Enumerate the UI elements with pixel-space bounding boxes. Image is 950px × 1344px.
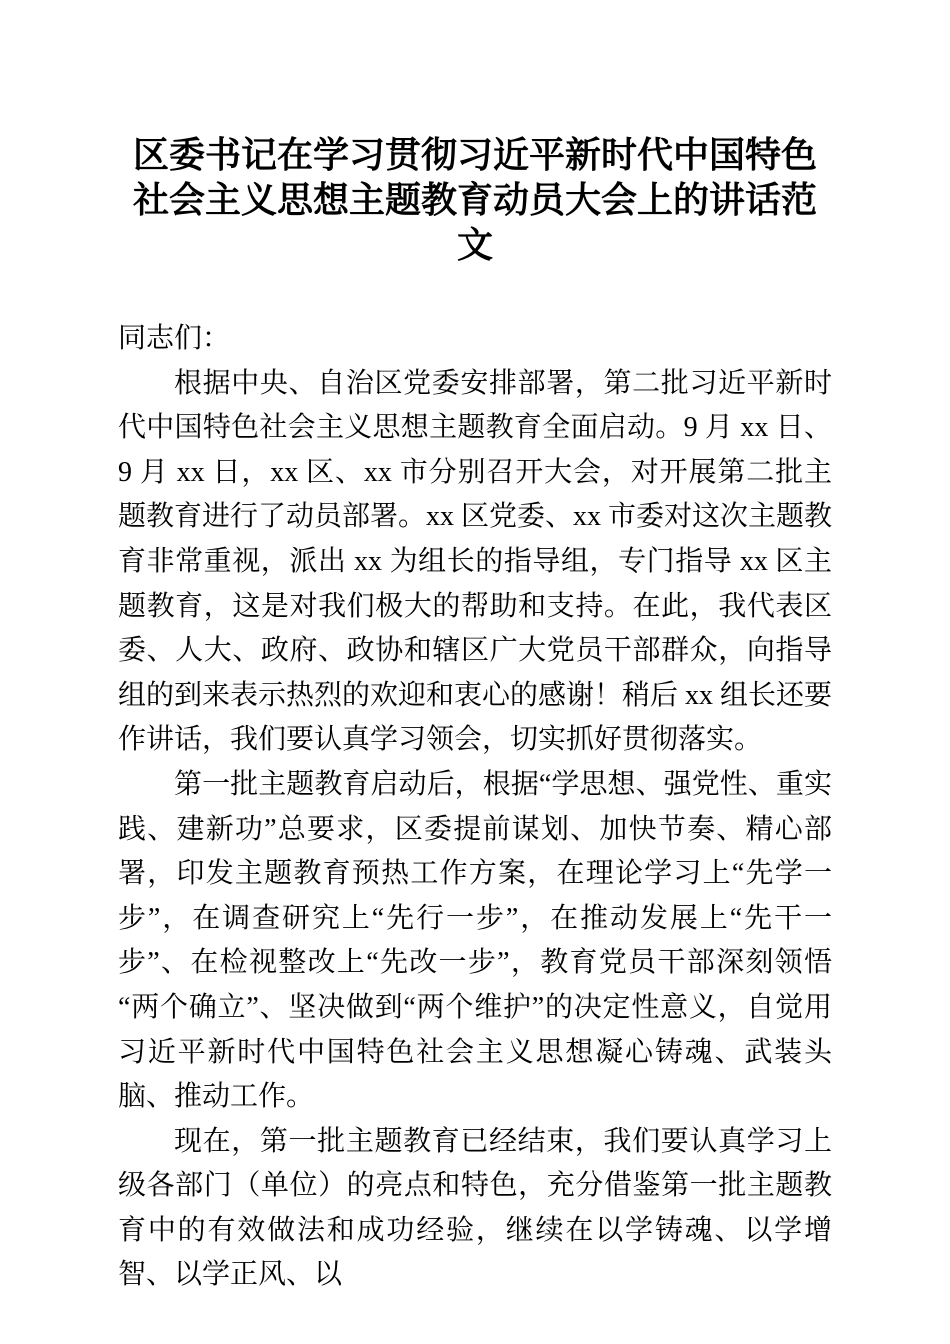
body-paragraph-2: 第一批主题教育启动后，根据“学思想、强党性、重实践、建新功”总要求，区委提前谋划、加快节奏、精心部署，印发主题教育预热工作方案，在理论学习上“先学一步”，在调查研究上“先行一步”，在推动发展上“先干一步”、在检视整改上“先改一步”，教育党员干部深刻领悟“两个确立”、坚决做到“两个维护”的决定性意义，自觉用习近平新时代中国特色社会主义思想凝心铸魂、武装头脑、推动工作。 [118, 768, 832, 1113]
body-paragraph-3: 现在，第一批主题教育已经结束，我们要认真学习上级各部门（单位）的亮点和特色，充分借鉴第一批主题教育中的有效做法和成功经验，继续在以学铸魂、以学增智、以学正风、以 [118, 1125, 832, 1291]
salutation-line: 同志们： [118, 323, 231, 354]
document-body [118, 317, 832, 1298]
document-title: 区委书记在学习贯彻习近平新时代中国特色社会主义思想主题教育动员大会上的讲话范文 [132, 135, 817, 265]
body-paragraph-1: 根据中央、自治区党委安排部署，第二批习近平新时代中国特色社会主义思想主题教育全面启动。9 月 xx 日、9 月 xx 日，xx 区、xx 市分别召开大会，对开展第二批主题教育进行了动员部署。xx 区党委、xx 市委对这次主题教育非常重视，派出 xx 为组长的指导组，专门指导 xx 区主题教育，这是对我们极大的帮助和支持。在此，我代表区委、人大、政府、政协和辖区广大党员干部群众，向指导组的到来表示热烈的欢迎和衷心的感谢！稍后 xx 组长还要作讲话，我们要认真学习领会，切实抓好贯彻落实。 [118, 367, 833, 756]
